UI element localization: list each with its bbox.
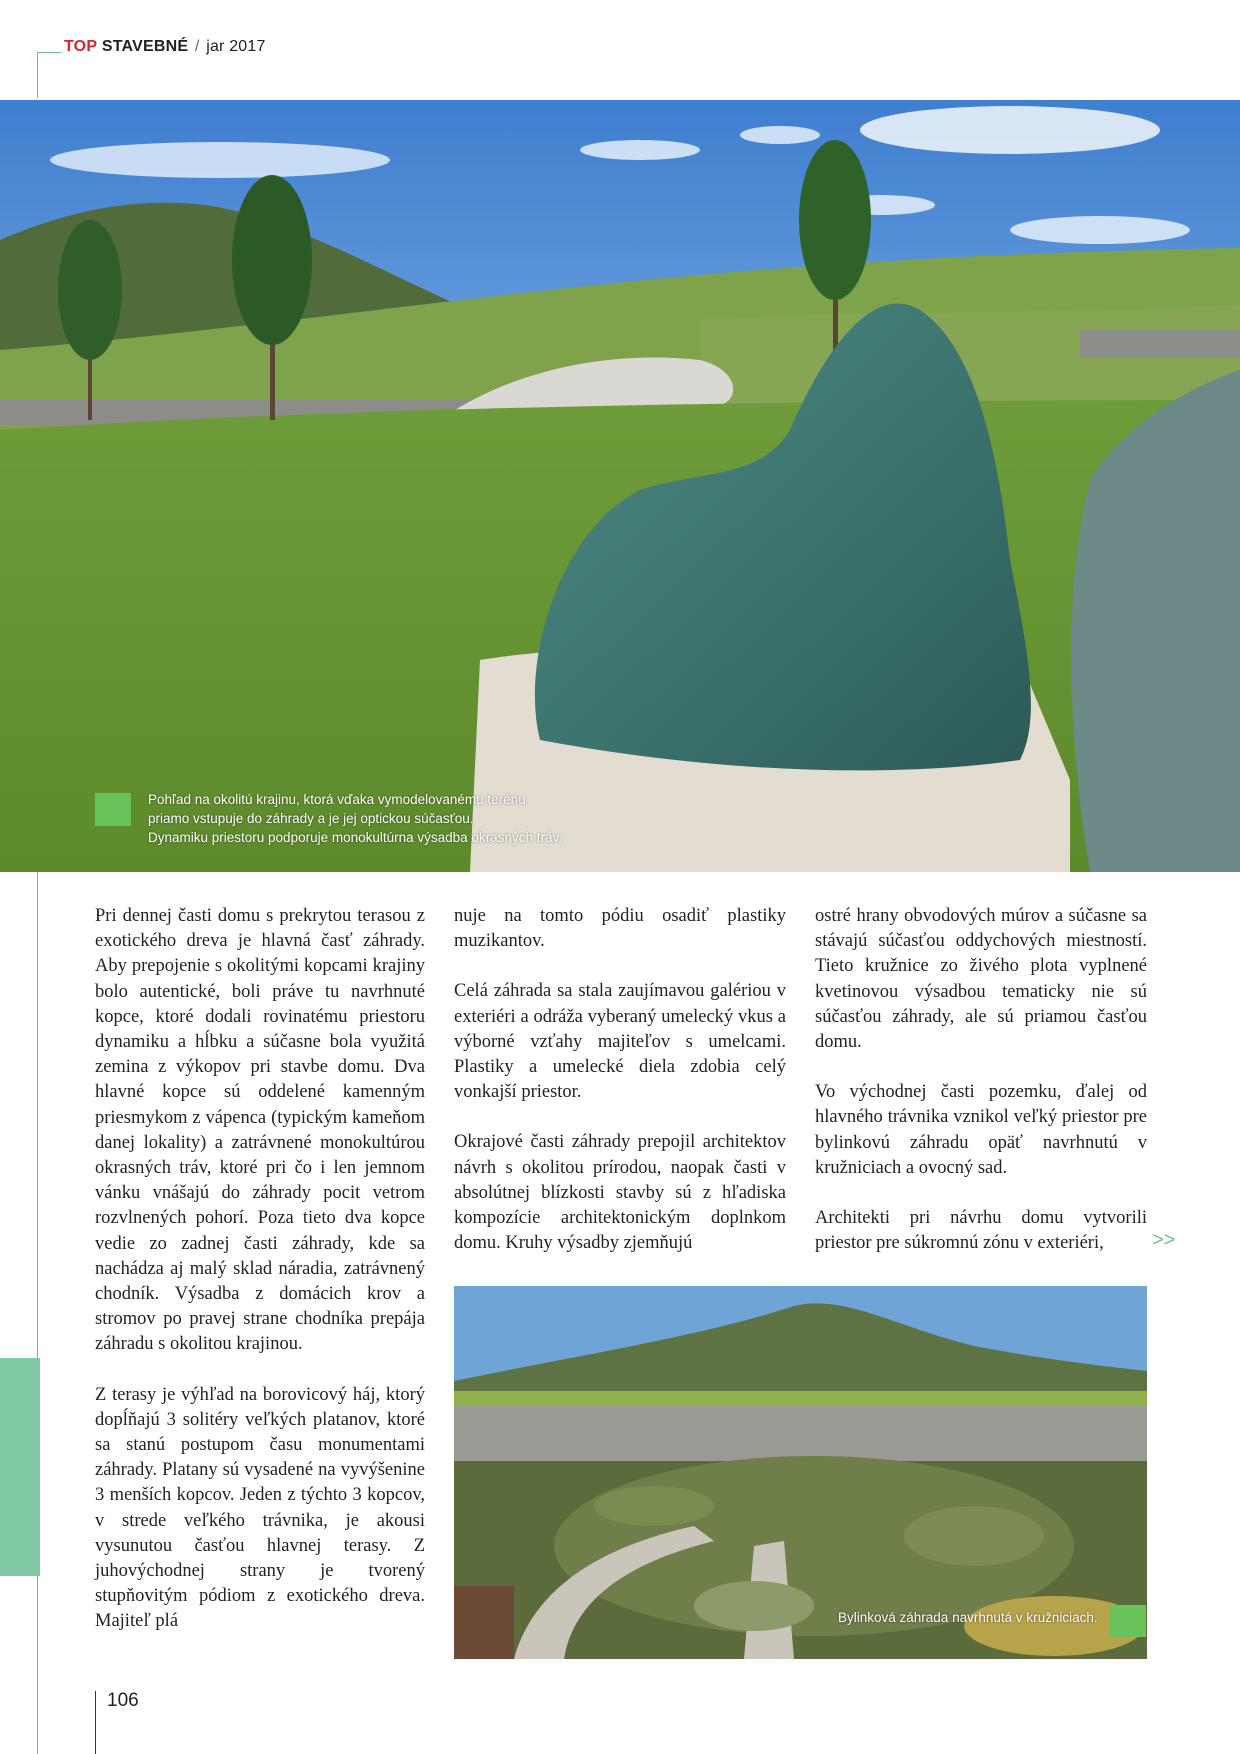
photo2-caption: Bylinková záhrada navrhnutá v kružniciach. [838, 1610, 1098, 1625]
paragraph: Vo východnej časti pozemku, ďalej od hlavného trávnika vznikol veľký priestor pre bylinkovú záhradu opäť navrhnutú v kružniciach a ovocný sad. [815, 1082, 1147, 1178]
footer-rule [95, 1691, 96, 1754]
photo2-caption-marker [1110, 1605, 1146, 1637]
text-column-1 [95, 904, 425, 1660]
paragraph: nuje na tomto pódiu osadiť plastiky muzikantov. [454, 906, 786, 952]
paragraph: Okrajové časti záhrady prepojil architektov návrh s okolitou prírodou, naopak časti v absolútnej blízkosti stavby sú z hľadiska kompozície architektonickým doplnkom domu. Kruhy výsadby zjemňujú [454, 1132, 786, 1254]
hero-caption-line: priamo vstupuje do záhrady a je jej optickou súčasťou. [148, 811, 474, 826]
herb-garden-photo [454, 1286, 1147, 1659]
header-issue: jar 2017 [206, 38, 266, 55]
paragraph: Pri dennej časti domu s prekrytou terasou z exotického dreva je hlavná časť záhrady. Aby prepojenie s okolitými kopcami krajiny bolo autentické, boli práve tu navrhnuté kopce, ktoré dodali rovinatému priestoru dynamiku a hĺbku a súčasne bola využitá zemina z výkopov pri stavbe domu. Dva hlavné kopce sú oddelené kamenným priesmykom z vápenca (typickým kameňom danej lokality) a zatrávnené monokultúrou okrasných tráv, ktoré pri čo i len jemnom vánku vnášajú do záhrady pocit vetrom rozvlnených pohorí. Poza tieto dva kopce vedie zo zadnej časti záhrady, kde sa nachádza aj malý sklad náradia, zatrávnený chodník. Výsadba z domácich krov a stromov po pravej strane chodníka prepája záhradu s okolitou krajinou. [95, 906, 425, 1355]
header-brand: STAVEBNÉ [101, 38, 189, 55]
side-rule [37, 872, 38, 1754]
paragraph: Celá záhrada sa stala zaujímavou galériou v exteriéri a odráža vyberaný umelecký vkus a výborné vzťahy majiteľov s umelcami. Plastiky a umelecké diela zdobia celý vonkajší priestor. [454, 981, 786, 1103]
hero-photo [0, 100, 1240, 872]
text-column-3 [815, 904, 1147, 1281]
continue-marker: >> [1152, 1229, 1176, 1251]
text-column-2 [454, 904, 786, 1281]
hero-caption-line: Dynamiku priestoru podporuje monokultúrna výsadba okrasných tráv. [148, 830, 562, 845]
header-separator: / [194, 38, 200, 55]
header-top: TOP [64, 38, 98, 55]
paragraph: Architekti pri návrhu domu vytvorili priestor pre súkromnú zónu v exteriéri, [815, 1208, 1147, 1254]
section-label: EXTERIÉR [10, 1460, 35, 1575]
hero-caption-marker [95, 793, 131, 826]
paragraph: ostré hrany obvodových múrov a súčasne sa stávajú súčasťou oddychových miestností. Tieto kružnice zo živého plota vyplnené kvetinovou výsadbou tematicky nie sú súčasťou záhrady, ale sú priamou časťou domu. [815, 906, 1147, 1053]
header-rule-vertical [37, 52, 38, 98]
hero-caption [148, 790, 608, 847]
magazine-header [64, 38, 266, 56]
hero-caption-line: Pohľad na okolitú krajinu, ktorá vďaka vymodelovanému terénu [148, 792, 526, 807]
paragraph: Z terasy je výhľad na borovicový háj, ktorý dopĺňajú 3 solitéry veľkých platanov, ktoré sa stanú postupom času monumentami záhrady. Platany sú vysadené na vyvýšenine 3 menších kopcov. Jeden z týchto 3 kopcov, v strede veľkého trávnika, je akousi vysunutou časťou hlavnej terasy. Z juhovýchodnej strany je tvorený stupňovitým pódiom z exotického dreva. Majiteľ plá [95, 1384, 425, 1632]
page-number: 106 [107, 1690, 139, 1711]
header-rule-horizontal [37, 52, 61, 53]
